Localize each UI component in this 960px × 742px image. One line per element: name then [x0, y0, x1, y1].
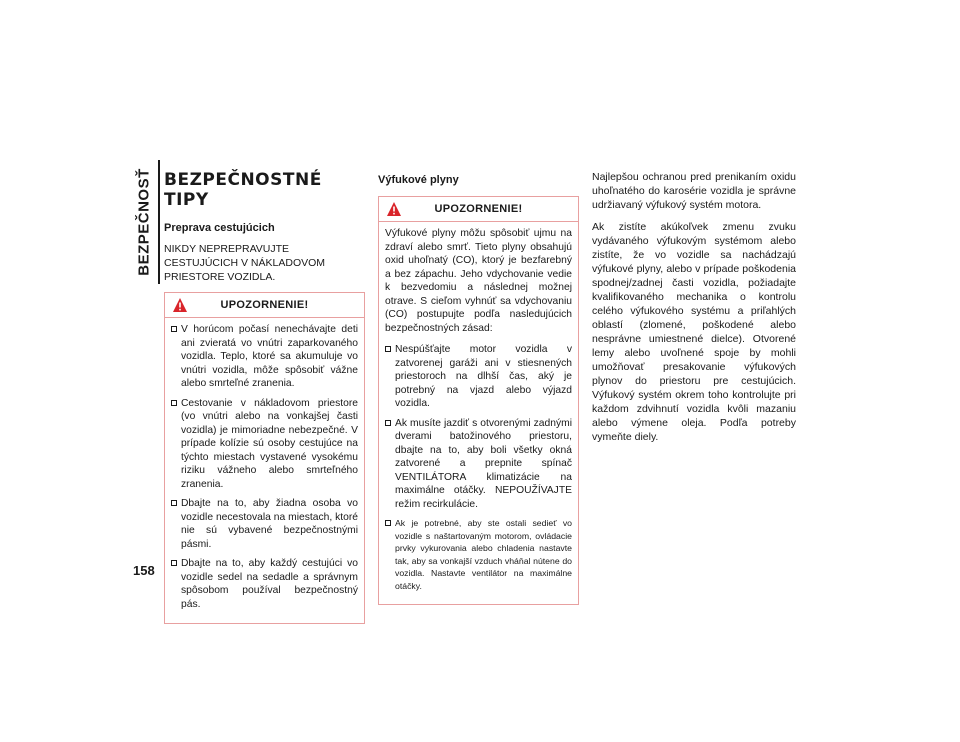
list-item: Dbajte na to, aby každý cestujúci vo vozidle sedel na sedadle a správnym spôsobom používal bezpečnostný pás.: [171, 557, 358, 611]
warning-list: [385, 343, 572, 592]
warning-list: [171, 323, 358, 611]
warning-triangle-icon: [386, 201, 402, 217]
column-1: [164, 170, 365, 624]
subsection-title: Preprava cestujúcich: [164, 222, 275, 234]
side-tab-label: BEZPEČNOSŤ: [135, 168, 153, 276]
column-3: [592, 170, 796, 452]
warning-title: UPOZORNENIE!: [220, 299, 309, 311]
warning-box-exhaust: [378, 196, 579, 605]
list-item: Dbajte na to, aby žiadna osoba vo vozidle necestovala na miestach, ktoré nie sú vybavené bezpečnostnými pásmi.: [171, 497, 358, 551]
paragraph: Ak zistíte akúkoľvek zmenu zvuku vydávaného výfukovým systémom alebo zistíte, že vo vozidle sa nachádzajú výfukové plyny, alebo v prípade poškodenia spodnej/zadnej časti vozidla, požiadajte kvalifikovaného mechanika o kontrolu celého výfukového systému a priľahlých oblastí (zlomené, poškodené alebo nesprávne umiestnené dielce). Otvorené lemy alebo uvoľnené spoje by mohli umožňovať presakovanie výfukových plynov do priestoru pre cestujúcich. Výfukový systém okrem toho kontrolujte pri každom zdvihnutí vozidla kvôli mazaniu alebo výmene oleja. Podľa potreby vymeňte diely.: [592, 221, 796, 443]
side-tab: [130, 160, 160, 284]
warning-box-passengers: [164, 292, 365, 624]
checkbox-bullet-icon: [385, 346, 391, 352]
warning-triangle-icon: [172, 297, 188, 313]
checkbox-bullet-icon: [385, 520, 391, 526]
checkbox-bullet-icon: [171, 400, 177, 406]
column-2: [378, 170, 579, 605]
warning-intro: Výfukové plyny môžu spôsobiť ujmu na zdraví alebo smrť. Tieto plyny obsahujú oxid uhoľnatý (CO), ktorý je bezfarebný a bez zápachu. Jeho vdychovanie vedie k bezvedomiu a následnej možnej otrave. S cieľom vyhnúť sa vdychovaniu (CO) postupujte podľa nasledujúcich bezpečnostných zásad:: [385, 228, 572, 334]
warning-title: UPOZORNENIE!: [434, 203, 523, 215]
subsection-title: Výfukové plyny: [378, 174, 459, 186]
checkbox-bullet-icon: [171, 326, 177, 332]
checkbox-bullet-icon: [385, 420, 391, 426]
warning-header: [165, 293, 364, 318]
list-item: Cestovanie v nákladovom priestore (vo vnútri alebo na vonkajšej časti vozidla) je mimoriadne nebezpečné. V prípade kolízie sú osoby cestujúce na týchto miestach vystavené vysokému riziku vážneho alebo smrteľného zranenia.: [171, 397, 358, 492]
intro-paragraph: NIKDY NEPREPRAVUJTE CESTUJÚCICH V NÁKLADOVOM PRIESTORE VOZIDLA.: [164, 243, 326, 283]
paragraph: Najlepšou ochranou pred prenikaním oxidu uhoľnatého do karosérie vozidla je správne udržiavaný výfukový systém motora.: [592, 171, 796, 211]
warning-header: [379, 197, 578, 222]
list-item: Ak je potrebné, aby ste ostali sedieť vo vozidle s naštartovaným motorom, ovládacie prvky vykurovania alebo chladenia nastavte tak, aby sa vonkajší vzduch vháňal nútene do vozidla. Nastavte ventilátor na maximálne otáčky.: [385, 517, 572, 592]
checkbox-bullet-icon: [171, 500, 177, 506]
checkbox-bullet-icon: [171, 560, 177, 566]
page-number: 158: [133, 563, 155, 578]
list-item: Nespúšťajte motor vozidla v zatvorenej garáži ani v stiesnených priestoroch na dlhší čas, aký je potrebný na vjazd alebo výjazd vozidla.: [385, 343, 572, 411]
list-item: Ak musíte jazdiť s otvorenými zadnými dverami batožinového priestoru, dbajte na to, aby boli všetky okná zatvorené a prepnite spínač VENTILÁTORA klimatizácie na maximálne otáčky. NEPOUŽÍVAJTE režim recirkulácie.: [385, 417, 572, 512]
list-item: V horúcom počasí nenechávajte deti ani zvieratá vo vnútri zaparkovaného vozidla. Teplo, ktoré sa akumuluje vo vnútri vozidla, môže spôsobiť vážne alebo smrteľné zranenia.: [171, 323, 358, 391]
section-title: BEZPEČNOSTNÉ TIPY: [164, 170, 322, 210]
